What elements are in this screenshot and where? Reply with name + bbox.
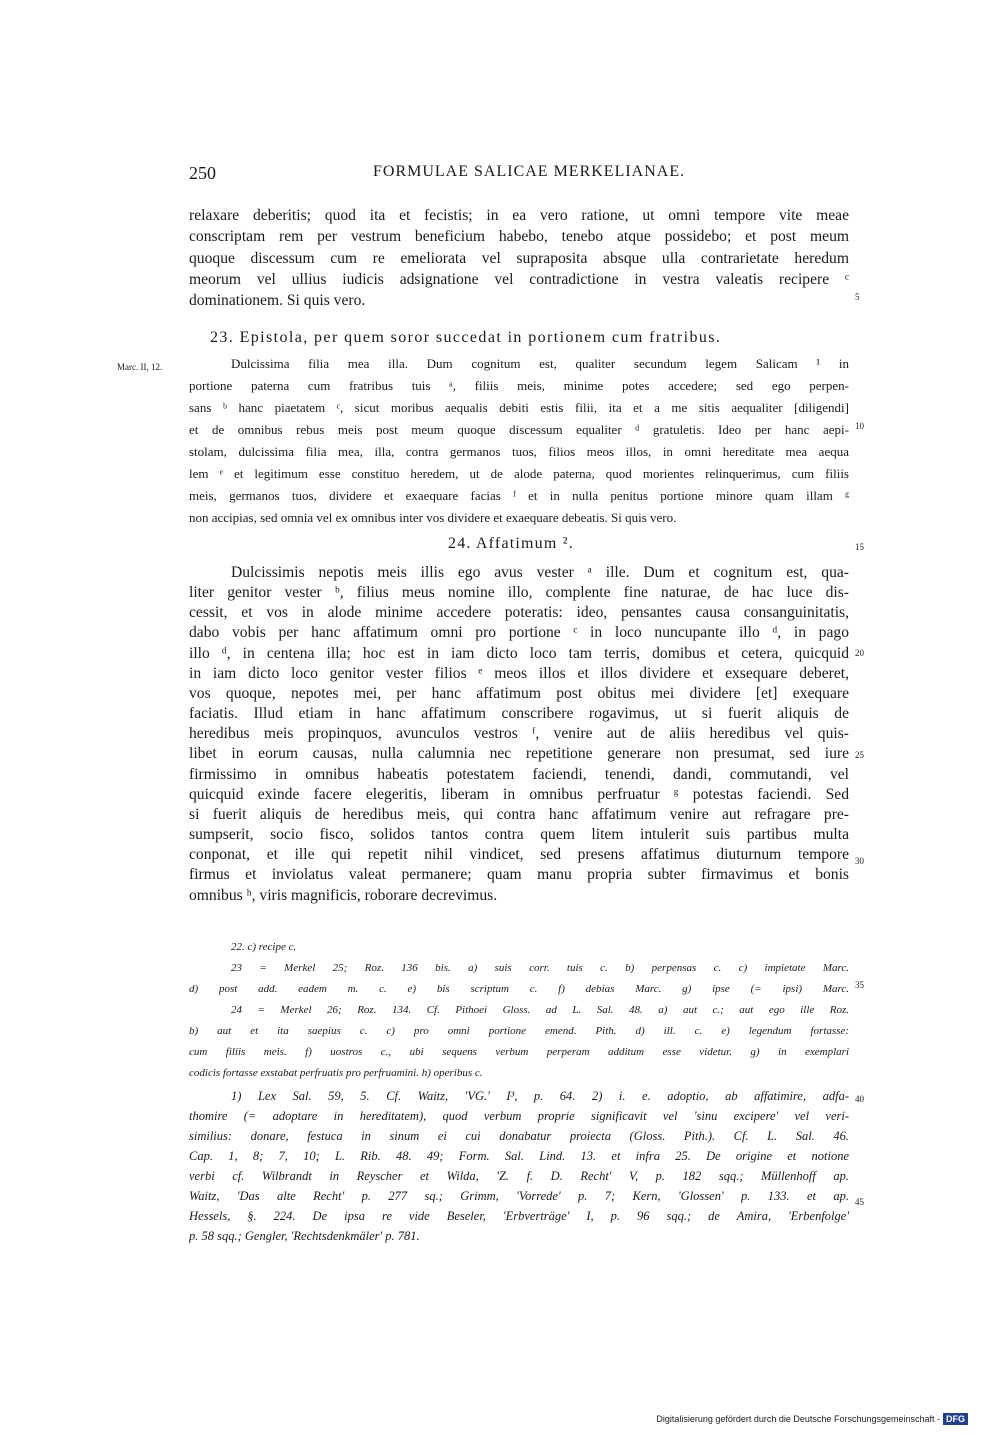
line-number: 40 (855, 1094, 864, 1104)
line-number: 35 (855, 980, 864, 990)
section-23-text (189, 353, 849, 529)
text-line: in iam dicto loco genitor vester filios ᵉ meos illos et illos dividere et exsequare deberet, (189, 664, 849, 682)
text-line: portione paterna cum fratribus tuis ᵃ, filiis meis, minime potes accedere; sed ego perpen- (189, 378, 849, 393)
line-number: 30 (855, 856, 864, 866)
text-line: meis, germanos tuos, dividere et exaequare facias ᶠ et in nulla penitus portione minore quam illam ᵍ (189, 488, 849, 503)
line-number: 5 (855, 292, 860, 302)
text-line: heredibus meis propinquos, avunculos vestros ᶠ, venire aut de aliis heredibus vel quis- (189, 725, 849, 743)
footer-credit (656, 1413, 968, 1425)
text-line: meorum vel ullius iudicis adsignatione vel contradictione in vestra valeatis recipere ᶜ (189, 270, 849, 288)
text-line: Dulcissimis nepotis meis illis ego avus vester ᵃ ille. Dum et cognitum est, qua- (231, 564, 849, 581)
line-number: 20 (855, 648, 864, 658)
footnotes (189, 1086, 849, 1246)
text-line: illo ᵈ, in centena illa; hoc est in iam dicto loco tam terris, domibus et cetera, quicquid (189, 644, 849, 662)
apparatus-line: d) post add. eadem m. c. e) bis scriptum c. f) debias Marc. g) ipse (= ipsi) Marc. (189, 983, 849, 995)
text-line: dabo vobis per hanc affatimum omni pro portione ᶜ in loco nuncupante illo ᵈ, in pago (189, 624, 849, 642)
footnote-line: similius: donare, festuca in sinum ei cui donabatur proiecta (Gloss. Pith.). Cf. L. Sal. 46. (189, 1129, 849, 1143)
critical-apparatus (189, 937, 849, 1084)
footnote-line: Hessels, §. 224. De ipsa re vide Beseler, 'Erbverträge' I, p. 96 sqq.; de Amira, 'Erbenfolge' (189, 1209, 849, 1223)
footnote-line: thomire (= adoptare in hereditatem), quod verbum proprie significavit vel 'sinu excipere' vel veri- (189, 1109, 849, 1123)
page-number: 250 (189, 163, 216, 183)
apparatus-line: cum filiis meis. f) uostros c., ubi sequens verbum perperam additum esse videtur. g) in exemplari (189, 1046, 849, 1058)
footnote-line: 1) Lex Sal. 59, 5. Cf. Waitz, 'VG.' I³, p. 64. 2) i. e. adoptio, ab affatimire, adfa- (231, 1089, 849, 1103)
text-line: omnibus ʰ, viris magnificis, roborare decrevimus. (189, 886, 498, 904)
text-line: liter genitor vester ᵇ, filius meus nomine illo, complente fine naturae, de hac luce dis- (189, 584, 849, 602)
text-line: dominationem. Si quis vero. (189, 292, 366, 310)
text-line: non accipias, sed omnia vel ex omnibus inter vos dividere et exaequare debeatis. Si quis vero. (189, 510, 677, 525)
text-line: sumpserit, socio fisco, solidos tantos contra quem litem intulerit suis partibus multa (189, 826, 849, 844)
line-number: 10 (855, 421, 864, 431)
apparatus-line: 22. c) recipe c. (231, 941, 297, 953)
footnote-line: p. 58 sqq.; Gengler, 'Rechtsdenkmäler' p. 781. (189, 1229, 420, 1243)
footnote-line: Cap. 1, 8; 7, 10; L. Rib. 48. 49; Form. Sal. Lind. 13. et infra 25. De origine et notione (189, 1149, 849, 1163)
text-line: sans ᵇ hanc piaetatem ᶜ, sicut moribus aequalis debiti estis filii, ita et a me sitis aequaliter [diligendi] (189, 400, 849, 415)
line-number: 15 (855, 542, 864, 552)
running-head: FORMULAE SALICAE MERKELIANAE. (373, 163, 686, 180)
text-line: cessit, et vos in alode minime accedere poteratis: ideo, pensantes causa consanguinitatis, (189, 604, 849, 622)
dfg-logo: DFG (943, 1413, 968, 1425)
text-line: firmissimo in omnibus habeatis potestatem faciendi, tenendi, dandi, commutandi, vel (189, 765, 849, 783)
text-line: firmus et inviolatus valeat permanere; quam manu propria subter firmavimus et bonis (189, 866, 849, 884)
section-24-heading: 24. Affatimum ². (448, 535, 574, 552)
text-line: conponat, et ille qui repetit nihil vindicet, sed presens affatimus diuturnum tempore (189, 846, 849, 864)
apparatus-line: 23 = Merkel 25; Roz. 136 bis. a) suis corr. tuis c. b) perpensas c. c) impietate Marc. (231, 962, 849, 974)
footnote-line: Waitz, 'Das alte Recht' p. 277 sq.; Grimm, 'Vorrede' p. 7; Kern, 'Glossen' p. 133. et ap. (189, 1189, 849, 1203)
side-note: Marc. II, 12. (117, 362, 163, 372)
line-number: 45 (855, 1197, 864, 1207)
text-line: lem ᵉ et legitimum esse constituo heredem, ut de alode paterna, quod morientes relinquerimus, cum filiis (189, 466, 849, 481)
text-line: quicquid exinde facere elegeritis, liberam in omnibus perfruatur ᵍ potestas faciendi. Sed (189, 785, 849, 803)
section-24-text (189, 563, 849, 906)
section-23-heading: 23. Epistola, per quem soror succedat in portionem cum fratribus. (210, 329, 722, 346)
apparatus-line: b) aut et ita saepius c. c) pro omni portione emend. Pith. d) ill. c. e) legendum fortasse: (189, 1025, 849, 1037)
text-line: vos quoque, nepotes mei, per hanc affatimum post obitus mei dividere [et] exequare (189, 684, 849, 702)
text-line: libet in eorum causas, nulla calumnia nec repetitione generare non presumat, sed iure (189, 745, 849, 763)
footer-credit-text: Digitalisierung gefördert durch die Deutsche Forschungsgemeinschaft - (656, 1414, 940, 1424)
text-line: si fuerit aliquis de heredibus meis, qui contra hanc affatimum venire aut refragare pre- (189, 805, 849, 823)
intro-paragraph (189, 205, 849, 311)
text-line: conscriptam rem per vestrum beneficium habebo, tenebo atque possidebo; et post meum (189, 228, 849, 246)
text-line: Dulcissima filia mea illa. Dum cognitum est, qualiter secundum legem Salicam ¹ in (231, 356, 849, 371)
footnote-line: verbi cf. Wilbrandt in Reyscher et Wilda, 'Z. f. D. Recht' V, p. 182 sqq.; Müllenhoff ap. (189, 1169, 849, 1183)
text-line: relaxare deberitis; quod ita et fecistis; in ea vero ratione, ut omni tempore vite meae (189, 207, 849, 224)
text-line: quoque discessum cum re emeliorata vel supraposita absque ulla contrarietate heredum (189, 249, 849, 267)
text-line: stolam, dulcissima filia mea, illa, contra germanos tuos, filios meos illos, in omni hereditate mea aequa (189, 444, 849, 459)
text-line: et de omnibus rebus meis post meum quoque discessum equaliter ᵈ gratuletis. Ideo per hanc aepi- (189, 422, 849, 437)
text-line: faciatis. Illud etiam in hanc affatimum conscribere rogavimus, ut si fuerit aliquis de (189, 705, 849, 723)
apparatus-line: codicis fortasse exstabat perfruatis pro perfruamini. h) operibus c. (189, 1067, 483, 1079)
line-number: 25 (855, 750, 864, 760)
apparatus-line: 24 = Merkel 26; Roz. 134. Cf. Pithoei Gloss. ad L. Sal. 48. a) aut c.; aut ego ille Roz. (231, 1004, 849, 1016)
